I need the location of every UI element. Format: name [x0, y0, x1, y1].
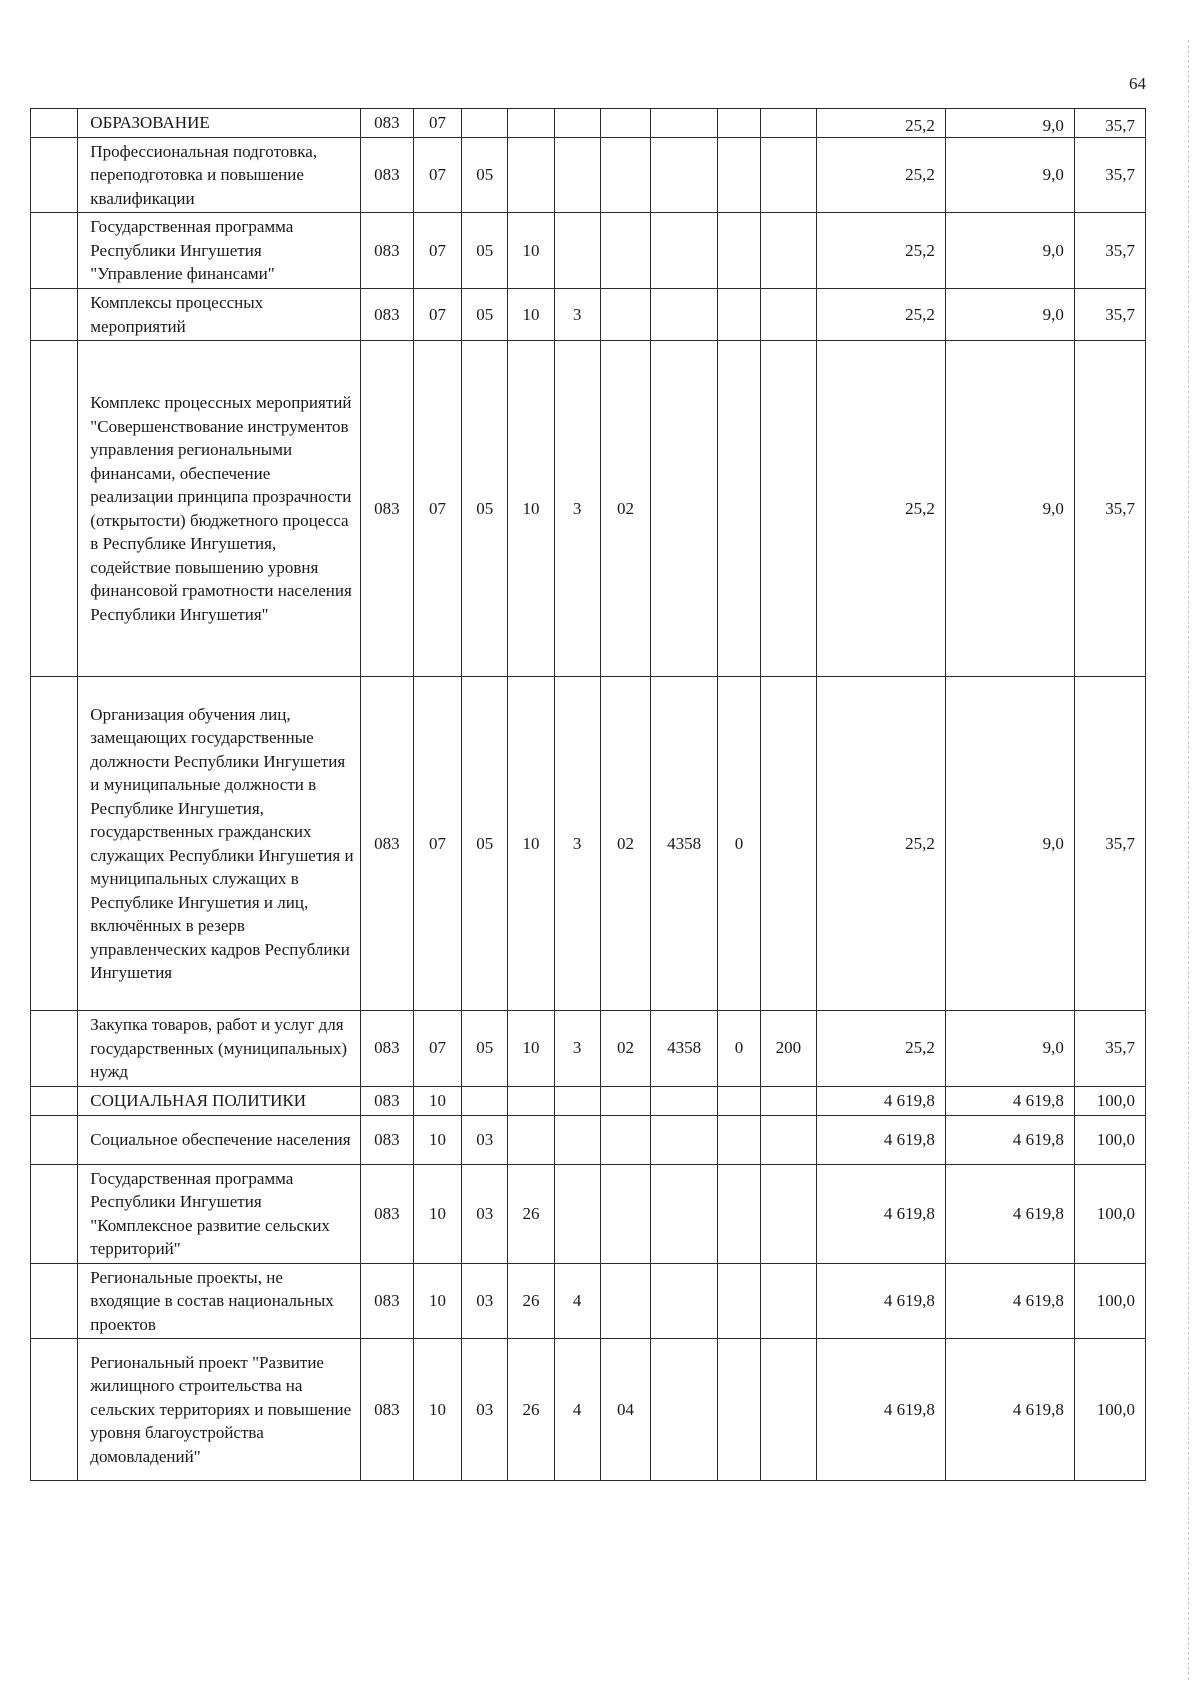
planned-amount: 4 619,8 — [816, 1115, 945, 1164]
section-code: 07 — [413, 137, 461, 213]
expense-type-code — [760, 1115, 816, 1164]
ministry-code: 083 — [361, 1086, 414, 1115]
section-code: 07 — [413, 213, 461, 289]
table-row — [31, 1011, 1146, 1087]
direction-code — [651, 213, 718, 289]
table-row — [31, 1086, 1146, 1115]
executed-amount: 9,0 — [945, 289, 1074, 341]
structural-element-code — [600, 1164, 651, 1263]
table-row — [31, 1339, 1146, 1481]
section-code: 07 — [413, 109, 461, 138]
scan-edge-line — [1188, 40, 1189, 1680]
row-number-cell — [31, 1115, 78, 1164]
program-type-code — [554, 1115, 600, 1164]
program-code — [508, 109, 554, 138]
ministry-code: 083 — [361, 289, 414, 341]
program-type-code — [554, 213, 600, 289]
percent-executed: 100,0 — [1074, 1164, 1145, 1263]
program-code: 10 — [508, 1011, 554, 1087]
section-code: 07 — [413, 677, 461, 1011]
program-type-code — [554, 1164, 600, 1263]
direction-code — [651, 109, 718, 138]
percent-executed: 35,7 — [1074, 289, 1145, 341]
table-row — [31, 1263, 1146, 1339]
row-number-cell — [31, 109, 78, 138]
row-name: Государственная программа Республики Ингушетия "Управление финансами" — [78, 213, 361, 289]
percent-executed: 35,7 — [1074, 341, 1145, 677]
section-code: 10 — [413, 1086, 461, 1115]
sub-direction-code — [717, 341, 760, 677]
direction-code: 4358 — [651, 677, 718, 1011]
subsection-code: 05 — [462, 341, 508, 677]
ministry-code: 083 — [361, 1115, 414, 1164]
expense-type-code — [760, 1339, 816, 1481]
structural-element-code — [600, 1115, 651, 1164]
sub-direction-code — [717, 1115, 760, 1164]
program-code: 10 — [508, 213, 554, 289]
program-type-code: 4 — [554, 1263, 600, 1339]
executed-amount: 9,0 — [945, 341, 1074, 677]
expense-type-code — [760, 341, 816, 677]
section-code: 10 — [413, 1115, 461, 1164]
row-name: СОЦИАЛЬНАЯ ПОЛИТИКИ — [78, 1086, 361, 1115]
program-code — [508, 1086, 554, 1115]
percent-executed: 100,0 — [1074, 1339, 1145, 1481]
ministry-code: 083 — [361, 137, 414, 213]
direction-code — [651, 1164, 718, 1263]
subsection-code: 05 — [462, 1011, 508, 1087]
percent-executed: 35,7 — [1074, 213, 1145, 289]
structural-element-code: 02 — [600, 341, 651, 677]
row-number-cell — [31, 289, 78, 341]
ministry-code: 083 — [361, 1339, 414, 1481]
program-code: 26 — [508, 1339, 554, 1481]
row-name: Региональные проекты, не входящие в состав национальных проектов — [78, 1263, 361, 1339]
subsection-code: 05 — [462, 289, 508, 341]
percent-executed: 100,0 — [1074, 1263, 1145, 1339]
structural-element-code: 02 — [600, 1011, 651, 1087]
row-number-cell — [31, 341, 78, 677]
program-code — [508, 1115, 554, 1164]
direction-code: 4358 — [651, 1011, 718, 1087]
percent-executed: 35,7 — [1074, 1011, 1145, 1087]
sub-direction-code — [717, 1086, 760, 1115]
sub-direction-code — [717, 289, 760, 341]
row-name: Закупка товаров, работ и услуг для государственных (муниципальных) нужд — [78, 1011, 361, 1087]
table-row — [31, 677, 1146, 1011]
planned-amount: 4 619,8 — [816, 1263, 945, 1339]
expense-type-code: 200 — [760, 1011, 816, 1087]
section-code: 10 — [413, 1339, 461, 1481]
percent-executed: 35,7 — [1074, 109, 1145, 138]
direction-code — [651, 1115, 718, 1164]
direction-code — [651, 137, 718, 213]
section-code: 07 — [413, 341, 461, 677]
ministry-code: 083 — [361, 109, 414, 138]
subsection-code: 03 — [462, 1263, 508, 1339]
sub-direction-code — [717, 1164, 760, 1263]
subsection-code — [462, 1086, 508, 1115]
expense-type-code — [760, 137, 816, 213]
subsection-code: 05 — [462, 137, 508, 213]
program-type-code — [554, 1086, 600, 1115]
table-row — [31, 213, 1146, 289]
ministry-code: 083 — [361, 341, 414, 677]
subsection-code: 05 — [462, 213, 508, 289]
planned-amount: 25,2 — [816, 213, 945, 289]
planned-amount: 25,2 — [816, 109, 945, 138]
program-code: 26 — [508, 1164, 554, 1263]
executed-amount: 4 619,8 — [945, 1263, 1074, 1339]
row-name: Социальное обеспечение населения — [78, 1115, 361, 1164]
executed-amount: 9,0 — [945, 1011, 1074, 1087]
section-code: 07 — [413, 289, 461, 341]
ministry-code: 083 — [361, 1164, 414, 1263]
row-number-cell — [31, 137, 78, 213]
row-name: Государственная программа Республики Ингушетия "Комплексное развитие сельских территорий" — [78, 1164, 361, 1263]
executed-amount: 9,0 — [945, 213, 1074, 289]
executed-amount: 4 619,8 — [945, 1086, 1074, 1115]
structural-element-code — [600, 137, 651, 213]
direction-code — [651, 1086, 718, 1115]
row-number-cell — [31, 1339, 78, 1481]
planned-amount: 25,2 — [816, 341, 945, 677]
sub-direction-code: 0 — [717, 1011, 760, 1087]
structural-element-code: 02 — [600, 677, 651, 1011]
row-number-cell — [31, 1263, 78, 1339]
percent-executed: 100,0 — [1074, 1086, 1145, 1115]
program-type-code: 3 — [554, 341, 600, 677]
ministry-code: 083 — [361, 677, 414, 1011]
program-code: 10 — [508, 341, 554, 677]
sub-direction-code — [717, 137, 760, 213]
sub-direction-code — [717, 213, 760, 289]
expense-type-code — [760, 109, 816, 138]
subsection-code — [462, 109, 508, 138]
percent-executed: 100,0 — [1074, 1115, 1145, 1164]
budget-table — [30, 108, 1146, 1481]
planned-amount: 4 619,8 — [816, 1086, 945, 1115]
table-row — [31, 1115, 1146, 1164]
section-code: 07 — [413, 1011, 461, 1087]
direction-code — [651, 289, 718, 341]
sub-direction-code — [717, 1339, 760, 1481]
structural-element-code — [600, 213, 651, 289]
row-name: Комплексы процессных мероприятий — [78, 289, 361, 341]
ministry-code: 083 — [361, 1011, 414, 1087]
expense-type-code — [760, 289, 816, 341]
section-code: 10 — [413, 1164, 461, 1263]
program-type-code — [554, 109, 600, 138]
sub-direction-code: 0 — [717, 677, 760, 1011]
direction-code — [651, 1263, 718, 1339]
structural-element-code — [600, 289, 651, 341]
row-name: Региональный проект "Развитие жилищного строительства на сельских территориях и повышение уровня благоустройства домовладений" — [78, 1339, 361, 1481]
percent-executed: 35,7 — [1074, 137, 1145, 213]
table-row — [31, 289, 1146, 341]
direction-code — [651, 341, 718, 677]
subsection-code: 03 — [462, 1115, 508, 1164]
table-row — [31, 341, 1146, 677]
subsection-code: 03 — [462, 1164, 508, 1263]
sub-direction-code — [717, 109, 760, 138]
row-number-cell — [31, 1164, 78, 1263]
program-code — [508, 137, 554, 213]
planned-amount: 25,2 — [816, 289, 945, 341]
section-code: 10 — [413, 1263, 461, 1339]
program-type-code: 3 — [554, 677, 600, 1011]
row-number-cell — [31, 1086, 78, 1115]
executed-amount: 4 619,8 — [945, 1339, 1074, 1481]
program-type-code — [554, 137, 600, 213]
expense-type-code — [760, 677, 816, 1011]
planned-amount: 4 619,8 — [816, 1339, 945, 1481]
row-number-cell — [31, 213, 78, 289]
table-row — [31, 1164, 1146, 1263]
executed-amount: 9,0 — [945, 137, 1074, 213]
page-number: 64 — [1129, 74, 1146, 93]
program-code: 10 — [508, 289, 554, 341]
row-number-cell — [31, 1011, 78, 1087]
expense-type-code — [760, 1164, 816, 1263]
subsection-code: 03 — [462, 1339, 508, 1481]
sub-direction-code — [717, 1263, 760, 1339]
table-row — [31, 137, 1146, 213]
executed-amount: 4 619,8 — [945, 1164, 1074, 1263]
planned-amount: 25,2 — [816, 137, 945, 213]
row-name: Организация обучения лиц, замещающих государственные должности Республики Ингушетия и муниципальные должности в Республике Ингушетия, государственных гражданских служащих Республики Ингушетия и муниципальных служащих в Республике Ингушетия и лиц, включённых в резерв управленческих кадров Республики Ингушетия — [78, 677, 361, 1011]
row-number-cell — [31, 677, 78, 1011]
direction-code — [651, 1339, 718, 1481]
structural-element-code: 04 — [600, 1339, 651, 1481]
row-name: ОБРАЗОВАНИЕ — [78, 109, 361, 138]
program-code: 26 — [508, 1263, 554, 1339]
ministry-code: 083 — [361, 213, 414, 289]
expense-type-code — [760, 213, 816, 289]
program-type-code: 4 — [554, 1339, 600, 1481]
program-code: 10 — [508, 677, 554, 1011]
program-type-code: 3 — [554, 289, 600, 341]
executed-amount: 4 619,8 — [945, 1115, 1074, 1164]
percent-executed: 35,7 — [1074, 677, 1145, 1011]
subsection-code: 05 — [462, 677, 508, 1011]
structural-element-code — [600, 109, 651, 138]
row-name: Профессиональная подготовка, переподготовка и повышение квалификации — [78, 137, 361, 213]
expense-type-code — [760, 1263, 816, 1339]
table-row — [31, 109, 1146, 138]
row-name: Комплекс процессных мероприятий "Совершенствование инструментов управления региональными финансами, обеспечение реализации принципа прозрачности (открытости) бюджетного процесса в Республике Ингушетия, содействие повышению уровня финансовой грамотности населения Республики Ингушетия" — [78, 341, 361, 677]
ministry-code: 083 — [361, 1263, 414, 1339]
executed-amount: 9,0 — [945, 109, 1074, 138]
program-type-code: 3 — [554, 1011, 600, 1087]
structural-element-code — [600, 1086, 651, 1115]
expense-type-code — [760, 1086, 816, 1115]
planned-amount: 25,2 — [816, 1011, 945, 1087]
planned-amount: 4 619,8 — [816, 1164, 945, 1263]
executed-amount: 9,0 — [945, 677, 1074, 1011]
structural-element-code — [600, 1263, 651, 1339]
planned-amount: 25,2 — [816, 677, 945, 1011]
